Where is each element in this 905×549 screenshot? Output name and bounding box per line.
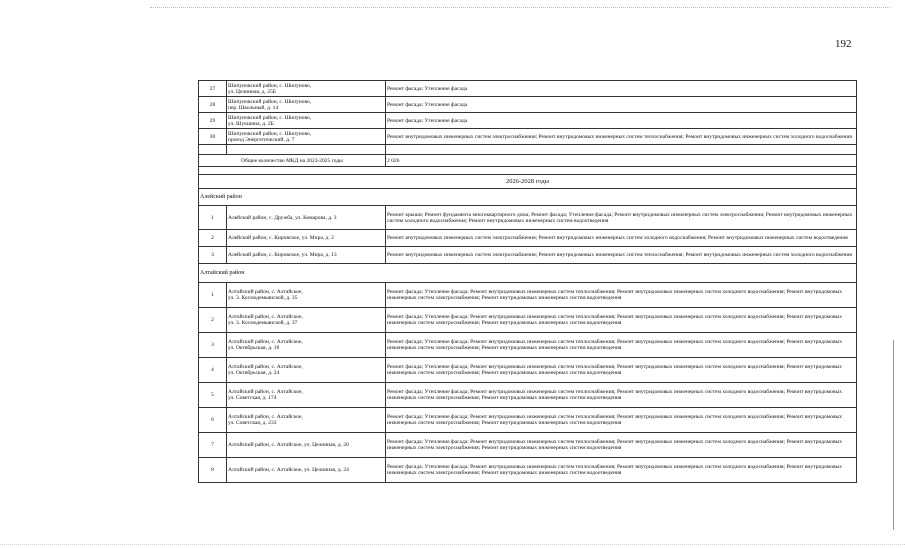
row-number: 30: [199, 129, 227, 145]
row-works: Ремонт фасада; Утепление фасада: [386, 97, 857, 113]
row-number: 27: [199, 81, 227, 97]
row-works: Ремонт фасада; Утепление фасада; Ремонт внутридомовых инженерных систем теплоснабжения; Ремонт внутридомовых инженерных систем холодного водоснабжения; Ремонт внутридомовых инженерных систем электроснабжения; Ремонт внутридомовых инженерных систем водоотведения: [386, 308, 857, 333]
row-number: 28: [199, 97, 227, 113]
table-row: [199, 113, 857, 129]
table-row: [199, 433, 857, 458]
table-row: [199, 97, 857, 113]
row-address: Шипуновский район, с. Шипуново, проезд Энергетический, д. 7: [227, 129, 386, 145]
table-row: [199, 308, 857, 333]
district-row: [199, 189, 857, 206]
repair-register-table: [198, 80, 857, 483]
row-address: Алтайский район, с. Алтайское, ул. 3. Космодемьянской, д. 37: [227, 308, 386, 333]
row-number: 5: [199, 383, 227, 408]
table-row: [199, 358, 857, 383]
row-address: Шипуновский район, с. Шипуново, ул. Шукшина, д. 2Б: [227, 113, 386, 129]
district-heading: Алтайский район: [199, 264, 857, 283]
total-row: [199, 155, 857, 167]
district-row: [199, 264, 857, 283]
row-works: Ремонт фасада; Утепление фасада; Ремонт внутридомовых инженерных систем теплоснабжения; Ремонт внутридомовых инженерных систем холодного водоснабжения; Ремонт внутридомовых инженерных систем электроснабжения; Ремонт внутридомовых инженерных систем водоотведения: [386, 333, 857, 358]
row-number: 7: [199, 433, 227, 458]
page-number: 192: [835, 38, 852, 50]
row-address: Алейский район, с. Кировское, ул. Мира, д. 13: [227, 247, 386, 264]
row-works: Ремонт фасада; Утепление фасада; Ремонт внутридомовых инженерных систем теплоснабжения; Ремонт внутридомовых инженерных систем холодного водоснабжения; Ремонт внутридомовых инженерных систем электроснабжения; Ремонт внутридомовых инженерных систем водоотведения: [386, 433, 857, 458]
spacer-row: [199, 167, 857, 175]
table-row: [199, 383, 857, 408]
row-works: Ремонт внутридомовых инженерных систем электроснабжения; Ремонт внутридомовых инженерных систем теплоснабжения; Ремонт внутридомовых инженерных систем холодного водоснабжения: [386, 247, 857, 264]
district-heading: Алейский район: [199, 189, 857, 206]
row-address: Алтайский район, с. Алтайское, ул. Целинная, д. 20: [227, 433, 386, 458]
row-address: Алейский район, с. Кировское, ул. Мира, д. 2: [227, 230, 386, 247]
row-address: Алтайский район, с. Алтайское, ул. Советская, д. 233: [227, 408, 386, 433]
row-number: 1: [199, 283, 227, 308]
row-number: 2: [199, 308, 227, 333]
row-address: Алтайский район, с. Алтайское, ул. Советская, д. 174: [227, 383, 386, 408]
period-heading: 2026-2028 годы: [199, 175, 857, 189]
row-works: Ремонт фасада; Утепление фасада; Ремонт внутридомовых инженерных систем теплоснабжения; Ремонт внутридомовых инженерных систем холодного водоснабжения; Ремонт внутридомовых инженерных систем электроснабжения; Ремонт внутридомовых инженерных систем водоотведения: [386, 408, 857, 433]
table-row: [199, 206, 857, 230]
table-row: [199, 81, 857, 97]
row-works: Ремонт внутридомовых инженерных систем электроснабжения; Ремонт внутридомовых инженерных систем теплоснабжения; Ремонт внутридомовых инженерных систем холодного водоснабжения: [386, 129, 857, 145]
table-row: [199, 333, 857, 358]
table-row: [199, 230, 857, 247]
row-number: 6: [199, 408, 227, 433]
row-works: Ремонт фасада; Утепление фасада; Ремонт внутридомовых инженерных систем теплоснабжения; Ремонт внутридомовых инженерных систем холодного водоснабжения; Ремонт внутридомовых инженерных систем электроснабжения; Ремонт внутридомовых инженерных систем водоотведения: [386, 383, 857, 408]
row-number: 4: [199, 358, 227, 383]
scan-artifact-line: [893, 340, 894, 530]
row-address: Алтайский район, с. Алтайское, ул. Октябрьская, д. 24: [227, 358, 386, 383]
table-row: [199, 247, 857, 264]
spacer-row: [199, 145, 857, 155]
table-row: [199, 408, 857, 433]
table-row: [199, 283, 857, 308]
row-number: 1: [199, 206, 227, 230]
row-number: 29: [199, 113, 227, 129]
row-works: Ремонт фасада; Утепление фасада: [386, 113, 857, 129]
scan-artifact-top: [150, 7, 890, 8]
row-address: Алтайский район, с. Алтайское, ул. Октябрьская, д. 18: [227, 333, 386, 358]
table-row: [199, 129, 857, 145]
row-number: 8: [199, 458, 227, 483]
total-value: 2 026: [386, 155, 857, 167]
row-address: Шипуновский район, с. Шипуново, ул. Целинная, д. 25Б: [227, 81, 386, 97]
total-label: Общее количество МКД на 2023-2025 годы: [199, 155, 386, 167]
row-number: 2: [199, 230, 227, 247]
row-works: Ремонт крыши; Ремонт фундамента многоквартирного дома; Ремонт фасада; Утепление фасада; Ремонт внутридомовых инженерных систем электроснабжения; Ремонт внутридомовых инженерных систем холодного водоснабжения; Ремонт внутридомовых инженерных систем водоотведения: [386, 206, 857, 230]
row-works: Ремонт фасада; Утепление фасада; Ремонт внутридомовых инженерных систем теплоснабжения; Ремонт внутридомовых инженерных систем холодного водоснабжения; Ремонт внутридомовых инженерных систем электроснабжения; Ремонт внутридомовых инженерных систем водоотведения: [386, 358, 857, 383]
row-number: 3: [199, 247, 227, 264]
row-works: Ремонт фасада; Утепление фасада: [386, 81, 857, 97]
row-works: Ремонт внутридомовых инженерных систем электроснабжения; Ремонт внутридомовых инженерных систем холодного водоснабжения; Ремонт внутридомовых инженерных систем водоотведения: [386, 230, 857, 247]
row-works: Ремонт фасада; Утепление фасада; Ремонт внутридомовых инженерных систем теплоснабжения; Ремонт внутридомовых инженерных систем холодного водоснабжения; Ремонт внутридомовых инженерных систем электроснабжения; Ремонт внутридомовых инженерных систем водоотведения: [386, 458, 857, 483]
period-row: [199, 175, 857, 189]
row-address: Алтайский район, с. Алтайское, ул. 3. Космодемьянской, д. 35: [227, 283, 386, 308]
table-row: [199, 458, 857, 483]
row-address: Алейский район, с. Дружба, ул. Комарова, д. 3: [227, 206, 386, 230]
row-address: Шипуновский район, с. Шипуново, пер. Школьный, д. 14: [227, 97, 386, 113]
row-address: Алтайский район, с. Алтайское, ул. Целинная, д. 24: [227, 458, 386, 483]
row-number: 3: [199, 333, 227, 358]
scan-artifact-bottom: [0, 544, 905, 545]
row-works: Ремонт фасада; Утепление фасада; Ремонт внутридомовых инженерных систем теплоснабжения; Ремонт внутридомовых инженерных систем холодного водоснабжения; Ремонт внутридомовых инженерных систем электроснабжения; Ремонт внутридомовых инженерных систем водоотведения: [386, 283, 857, 308]
